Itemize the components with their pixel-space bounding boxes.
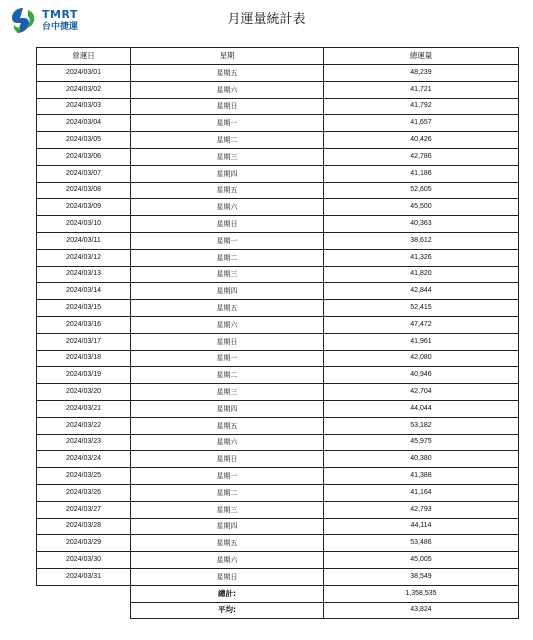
- summary-spacer: [37, 602, 131, 619]
- weekday-cell: 星期一: [131, 350, 324, 367]
- summary-total-label: 總計:: [131, 585, 324, 602]
- table-row: [37, 232, 519, 249]
- date-cell: 2024/03/17: [37, 333, 131, 350]
- total-cell: 42,844: [324, 283, 519, 300]
- weekday-cell: 星期五: [131, 300, 324, 317]
- total-cell: 47,472: [324, 316, 519, 333]
- table-row: [37, 501, 519, 518]
- table-row: [37, 417, 519, 434]
- header-row: [37, 48, 519, 65]
- weekday-cell: 星期日: [131, 216, 324, 233]
- table-row: [37, 518, 519, 535]
- total-cell: 42,704: [324, 384, 519, 401]
- table-row: [37, 451, 519, 468]
- table-row: [37, 81, 519, 98]
- table-row: [37, 316, 519, 333]
- total-cell: 53,486: [324, 535, 519, 552]
- total-cell: 41,186: [324, 165, 519, 182]
- total-cell: 41,388: [324, 468, 519, 485]
- table-row: [37, 552, 519, 569]
- weekday-cell: 星期四: [131, 165, 324, 182]
- date-cell: 2024/03/24: [37, 451, 131, 468]
- date-cell: 2024/03/06: [37, 148, 131, 165]
- total-cell: 41,961: [324, 333, 519, 350]
- summary-average-label: 平均:: [131, 602, 324, 619]
- table-row: [37, 165, 519, 182]
- date-cell: 2024/03/10: [37, 216, 131, 233]
- weekday-cell: 星期三: [131, 266, 324, 283]
- total-cell: 45,975: [324, 434, 519, 451]
- table-row: [37, 400, 519, 417]
- table-row: [37, 132, 519, 149]
- total-cell: 45,005: [324, 552, 519, 569]
- total-cell: 42,080: [324, 350, 519, 367]
- summary-total-value: 1,358,535: [324, 585, 519, 602]
- table-header: [37, 48, 519, 65]
- total-cell: 42,793: [324, 501, 519, 518]
- weekday-cell: 星期日: [131, 98, 324, 115]
- date-cell: 2024/03/09: [37, 199, 131, 216]
- table-row: [37, 367, 519, 384]
- weekday-cell: 星期六: [131, 199, 324, 216]
- summary-average-row: [37, 602, 519, 619]
- total-cell: 52,415: [324, 300, 519, 317]
- date-cell: 2024/03/13: [37, 266, 131, 283]
- table-row: [37, 283, 519, 300]
- date-cell: 2024/03/26: [37, 484, 131, 501]
- weekday-cell: 星期一: [131, 115, 324, 132]
- weekday-cell: 星期三: [131, 384, 324, 401]
- date-cell: 2024/03/16: [37, 316, 131, 333]
- total-cell: 38,612: [324, 232, 519, 249]
- weekday-cell: 星期六: [131, 81, 324, 98]
- summary-spacer: [37, 585, 131, 602]
- total-cell: 41,657: [324, 115, 519, 132]
- header-total: 總運量: [324, 48, 519, 65]
- weekday-cell: 星期一: [131, 232, 324, 249]
- total-cell: 40,380: [324, 451, 519, 468]
- date-cell: 2024/03/31: [37, 568, 131, 585]
- date-cell: 2024/03/05: [37, 132, 131, 149]
- total-cell: 41,326: [324, 249, 519, 266]
- total-cell: 41,792: [324, 98, 519, 115]
- table-body: [37, 65, 519, 586]
- weekday-cell: 星期三: [131, 501, 324, 518]
- header-date: 營運日: [37, 48, 131, 65]
- weekday-cell: 星期四: [131, 283, 324, 300]
- table-row: [37, 484, 519, 501]
- table-row: [37, 98, 519, 115]
- table-row: [37, 249, 519, 266]
- date-cell: 2024/03/23: [37, 434, 131, 451]
- total-cell: 42,786: [324, 148, 519, 165]
- date-cell: 2024/03/08: [37, 182, 131, 199]
- total-cell: 53,182: [324, 417, 519, 434]
- table-row: [37, 199, 519, 216]
- date-cell: 2024/03/20: [37, 384, 131, 401]
- table-row: [37, 333, 519, 350]
- table-summary: [37, 585, 519, 619]
- table-row: [37, 350, 519, 367]
- table-row: [37, 115, 519, 132]
- table-row: [37, 266, 519, 283]
- weekday-cell: 星期二: [131, 367, 324, 384]
- weekday-cell: 星期日: [131, 568, 324, 585]
- weekday-cell: 星期日: [131, 333, 324, 350]
- total-cell: 52,605: [324, 182, 519, 199]
- date-cell: 2024/03/21: [37, 400, 131, 417]
- date-cell: 2024/03/15: [37, 300, 131, 317]
- date-cell: 2024/03/12: [37, 249, 131, 266]
- date-cell: 2024/03/30: [37, 552, 131, 569]
- total-cell: 40,363: [324, 216, 519, 233]
- date-cell: 2024/03/01: [37, 65, 131, 82]
- logo-name-zh: 台中捷運: [42, 22, 79, 32]
- table-row: [37, 148, 519, 165]
- date-cell: 2024/03/28: [37, 518, 131, 535]
- weekday-cell: 星期五: [131, 535, 324, 552]
- date-cell: 2024/03/03: [37, 98, 131, 115]
- summary-average-value: 43,824: [324, 602, 519, 619]
- weekday-cell: 星期六: [131, 434, 324, 451]
- weekday-cell: 星期五: [131, 417, 324, 434]
- weekday-cell: 星期四: [131, 400, 324, 417]
- date-cell: 2024/03/22: [37, 417, 131, 434]
- date-cell: 2024/03/27: [37, 501, 131, 518]
- summary-total-row: [37, 585, 519, 602]
- page-title: 月運量統計表: [227, 12, 306, 27]
- date-cell: 2024/03/07: [37, 165, 131, 182]
- table-row: [37, 65, 519, 82]
- date-cell: 2024/03/04: [37, 115, 131, 132]
- total-cell: 41,164: [324, 484, 519, 501]
- date-cell: 2024/03/14: [37, 283, 131, 300]
- weekday-cell: 星期二: [131, 249, 324, 266]
- table-row: [37, 300, 519, 317]
- weekday-cell: 星期三: [131, 148, 324, 165]
- total-cell: 40,946: [324, 367, 519, 384]
- weekday-cell: 星期五: [131, 65, 324, 82]
- date-cell: 2024/03/11: [37, 232, 131, 249]
- table-row: [37, 468, 519, 485]
- total-cell: 48,239: [324, 65, 519, 82]
- table-row: [37, 535, 519, 552]
- total-cell: 44,114: [324, 518, 519, 535]
- total-cell: 41,721: [324, 81, 519, 98]
- date-cell: 2024/03/25: [37, 468, 131, 485]
- total-cell: 44,044: [324, 400, 519, 417]
- table-row: [37, 434, 519, 451]
- table-row: [37, 568, 519, 585]
- table-row: [37, 216, 519, 233]
- total-cell: 41,820: [324, 266, 519, 283]
- weekday-cell: 星期一: [131, 468, 324, 485]
- weekday-cell: 星期四: [131, 518, 324, 535]
- date-cell: 2024/03/18: [37, 350, 131, 367]
- weekday-cell: 星期二: [131, 484, 324, 501]
- table-row: [37, 384, 519, 401]
- date-cell: 2024/03/02: [37, 81, 131, 98]
- weekday-cell: 星期日: [131, 451, 324, 468]
- date-cell: 2024/03/19: [37, 367, 131, 384]
- total-cell: 40,426: [324, 132, 519, 149]
- logo-name-en: TMRT: [42, 8, 78, 21]
- weekday-cell: 星期五: [131, 182, 324, 199]
- total-cell: 38,549: [324, 568, 519, 585]
- header-weekday: 星期: [131, 48, 324, 65]
- ridership-table: [36, 47, 519, 619]
- weekday-cell: 星期六: [131, 316, 324, 333]
- date-cell: 2024/03/29: [37, 535, 131, 552]
- total-cell: 45,500: [324, 199, 519, 216]
- weekday-cell: 星期六: [131, 552, 324, 569]
- table-row: [37, 182, 519, 199]
- weekday-cell: 星期二: [131, 132, 324, 149]
